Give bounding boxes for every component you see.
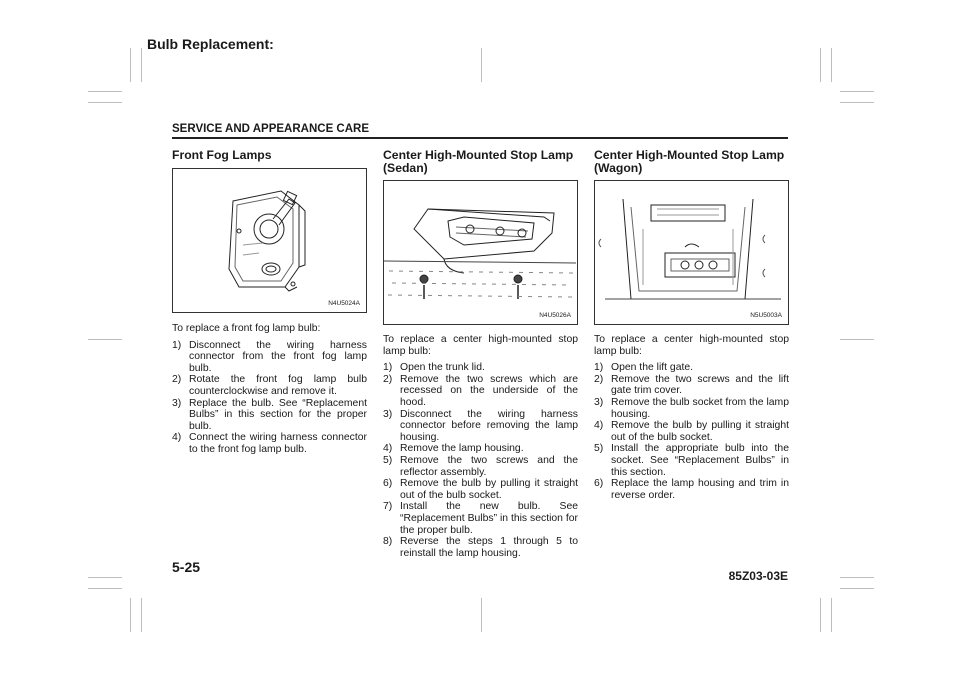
step-text: Remove the bulb by pulling it straight out of the bulb socket. xyxy=(400,478,578,501)
step-text: Install the appropriate bulb into the socket. See “Replacement Bulbs” in this section. xyxy=(611,443,789,478)
column-1-intro: To replace a front fog lamp bulb: xyxy=(172,323,321,334)
crop-mark xyxy=(831,598,832,632)
crop-mark xyxy=(840,588,874,589)
step-number: 3) xyxy=(383,408,393,420)
step-text: Rotate the front fog lamp bulb counterclockwise and remove it. xyxy=(189,374,367,397)
column-3-title: Center High-Mounted Stop Lamp (Wagon) xyxy=(594,148,785,175)
list-item xyxy=(172,374,367,397)
step-number: 3) xyxy=(172,397,182,409)
step-number: 1) xyxy=(594,362,604,374)
step-text: Remove the two screws and the lift gate trim cover. xyxy=(611,373,789,397)
step-number: 7) xyxy=(383,501,393,513)
step-number: 4) xyxy=(383,443,393,455)
step-text: Remove the two screws and the reflector assembly. xyxy=(400,454,578,478)
list-item xyxy=(383,478,578,501)
column-2-title: Center High-Mounted Stop Lamp (Sedan) xyxy=(383,148,574,175)
list-item xyxy=(594,397,789,420)
crop-mark xyxy=(831,48,832,82)
step-number: 4) xyxy=(172,432,182,444)
list-item xyxy=(383,443,578,455)
crop-mark xyxy=(481,48,482,82)
step-number: 2) xyxy=(594,373,604,385)
crop-mark xyxy=(820,48,821,82)
list-item xyxy=(172,432,367,455)
step-number: 2) xyxy=(172,374,182,386)
step-text: Connect the wiring harness connector to the front fog lamp bulb. xyxy=(189,432,367,455)
step-text: Disconnect the wiring harness connector before removing the lamp housing. xyxy=(400,408,578,443)
wagon-stop-lamp-illustration xyxy=(595,181,788,324)
fog-lamp-illustration xyxy=(173,169,366,312)
step-text: Replace the lamp housing and trim in reverse order. xyxy=(611,478,789,501)
step-number: 1) xyxy=(172,339,182,351)
column-3-body xyxy=(594,334,789,501)
list-item xyxy=(172,340,367,375)
step-text: Remove the two screws which are recessed on the underside of the hood. xyxy=(400,373,578,408)
list-item xyxy=(383,362,578,374)
list-item xyxy=(383,536,578,559)
document-code: 85Z03-03E xyxy=(728,569,788,583)
step-text: Remove the bulb by pulling it straight out of the bulb socket. xyxy=(611,420,789,443)
step-number: 4) xyxy=(594,420,604,432)
step-text: Open the trunk lid. xyxy=(400,362,485,374)
page-number: 5-25 xyxy=(172,559,201,575)
crop-mark xyxy=(481,598,482,632)
figure-fog-lamp xyxy=(172,168,367,313)
step-number: 5) xyxy=(594,443,604,455)
list-item xyxy=(594,374,789,397)
column-2-steps xyxy=(383,362,578,559)
column-2-body xyxy=(383,334,578,559)
crop-mark xyxy=(141,598,142,632)
column-2-intro: To replace a center high-mounted stop lamp bulb: xyxy=(383,334,578,357)
figure-wagon-stop-lamp xyxy=(594,180,789,325)
crop-mark xyxy=(88,577,122,578)
step-text: Open the lift gate. xyxy=(611,362,694,374)
list-item xyxy=(594,362,789,374)
crop-mark xyxy=(141,48,142,82)
crop-mark xyxy=(820,598,821,632)
top-header: Bulb Replacement: xyxy=(147,36,274,52)
list-item xyxy=(383,374,578,409)
figure-sedan-stop-lamp xyxy=(383,180,578,325)
step-text: Remove the bulb socket from the lamp housing. xyxy=(611,396,789,420)
section-header: SERVICE AND APPEARANCE CARE xyxy=(172,123,370,135)
crop-mark xyxy=(840,102,874,103)
header-rule xyxy=(172,137,788,139)
step-number: 3) xyxy=(594,396,604,408)
column-1-steps xyxy=(172,340,367,456)
column-3-steps xyxy=(594,362,789,501)
figure-code: N4U5024A xyxy=(328,300,360,307)
step-number: 6) xyxy=(383,478,393,490)
step-number: 5) xyxy=(383,454,393,466)
column-1-body xyxy=(172,323,367,456)
crop-mark xyxy=(88,91,122,92)
step-number: 8) xyxy=(383,536,393,548)
crop-mark xyxy=(840,91,874,92)
list-item xyxy=(594,420,789,443)
step-text: Disconnect the wiring harness connector from the front fog lamp bulb. xyxy=(189,339,367,374)
step-number: 2) xyxy=(383,373,393,385)
list-item xyxy=(594,478,789,501)
step-text: Reverse the steps 1 through 5 to reinstall the lamp housing. xyxy=(400,536,578,559)
crop-mark xyxy=(840,339,874,340)
crop-mark xyxy=(88,588,122,589)
figure-code: N5U5003A xyxy=(750,312,782,319)
crop-mark xyxy=(88,102,122,103)
step-text: Install the new bulb. See “Replacement Bulbs” in this section for the proper bulb. xyxy=(400,501,578,536)
crop-mark xyxy=(840,577,874,578)
list-item xyxy=(172,398,367,433)
crop-mark xyxy=(130,48,131,82)
list-item xyxy=(383,501,578,536)
figure-code: N4U5026A xyxy=(539,312,571,319)
step-number: 6) xyxy=(594,478,604,490)
column-1-title: Front Fog Lamps xyxy=(172,148,272,162)
list-item xyxy=(383,409,578,444)
crop-mark xyxy=(88,339,122,340)
step-number: 1) xyxy=(383,362,393,374)
step-text: Replace the bulb. See “Replacement Bulbs” in this section for the proper bulb. xyxy=(189,397,367,432)
column-3-intro: To replace a center high-mounted stop lamp bulb: xyxy=(594,334,789,357)
list-item xyxy=(594,443,789,478)
step-text: Remove the lamp housing. xyxy=(400,443,524,455)
crop-mark xyxy=(130,598,131,632)
list-item xyxy=(383,455,578,478)
sedan-stop-lamp-illustration xyxy=(384,181,577,324)
